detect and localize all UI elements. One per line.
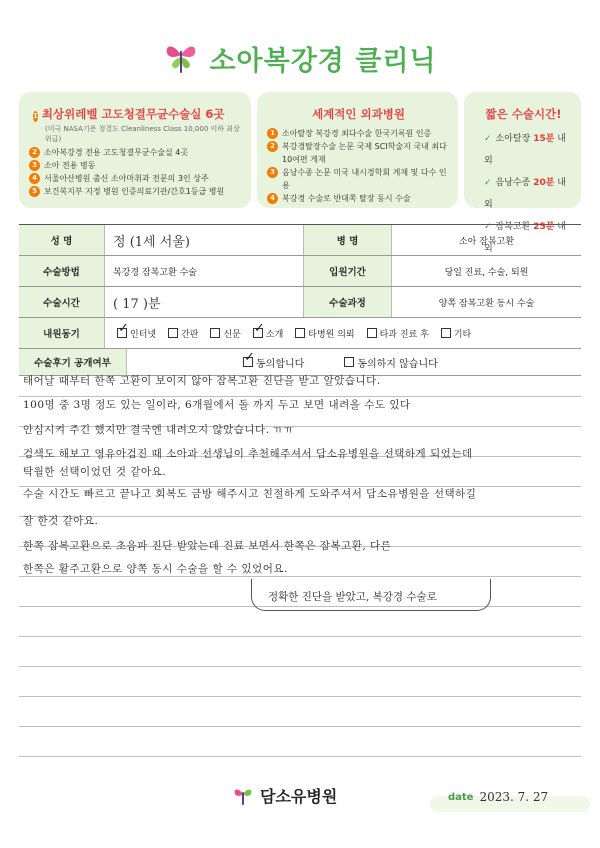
dragonfly-logo-icon <box>163 41 199 75</box>
list-item: 3 소아 전용 병동 <box>29 159 243 172</box>
review-form <box>19 224 581 376</box>
form-row <box>19 225 581 256</box>
review-line: 탁월한 선택이었던 것 같아요. <box>23 466 167 478</box>
list-item: 5 보건복지부 지정 병원 인증의료기관/간호1등급 병원 <box>29 185 243 198</box>
list-item: 1 소아탈장 복강경 최다수술 한국기록원 인증 <box>267 127 450 140</box>
motive-option[interactable]: ✓ 인터넷 <box>117 327 156 340</box>
hospital-name: 담소유병원 <box>260 787 338 806</box>
checkbox[interactable] <box>441 328 451 338</box>
check-icon: ✓ <box>484 134 492 144</box>
list-item: 4 서울아산병원 출신 소아마취과 전문의 3인 상주 <box>29 172 243 185</box>
consent-label: 수술후기 공개여부 <box>19 349 127 375</box>
review-line: 한쪽은 활주고환으로 양쪽 동시 수술을 할 수 있었어요. <box>23 563 288 575</box>
review-line: 잘 한것 같아요. <box>23 515 99 527</box>
motive-option[interactable]: ✓ 소개 <box>253 327 283 340</box>
surgery-box <box>257 92 458 208</box>
form-row <box>19 256 581 287</box>
check-icon: ✓ <box>484 178 492 188</box>
checkbox[interactable] <box>117 328 127 338</box>
check-icon: ✓ <box>484 222 492 232</box>
number-badge-icon: 4 <box>267 193 278 204</box>
ruled-line <box>19 726 581 727</box>
stay-field[interactable]: 당일 진료, 수술, 퇴원 <box>444 267 529 278</box>
ruled-line <box>19 666 581 667</box>
ruled-line <box>19 696 581 697</box>
method-field[interactable]: 복강경 잠복고환 수술 <box>105 256 304 286</box>
number-badge-icon: 4 <box>29 173 40 184</box>
facility-box <box>19 92 251 208</box>
surgery-heading: 세계적인 외과병원 <box>312 107 405 121</box>
name-label: 성 명 <box>19 225 105 255</box>
checkbox[interactable] <box>295 328 305 338</box>
hospital-logo <box>232 784 337 807</box>
hospital-logo-icon <box>232 785 254 807</box>
list-item: 2 복강경탈장수술 논문 국제 SCI학술지 국내 최다 10여편 게재 <box>267 140 450 166</box>
review-line: 태어날 때부터 한쪽 고환이 보이지 않아 잠복고환 진단을 받고 알았습니다. <box>23 375 381 387</box>
facility-heading: 1 최상위레벨 고도청결무균수술실 6곳 <box>33 107 225 121</box>
checkbox[interactable] <box>243 357 253 367</box>
form-row <box>19 318 581 349</box>
number-badge-icon: 5 <box>29 186 40 197</box>
consent-yes-option[interactable]: ✓ 동의합니다 <box>243 355 304 370</box>
time-field[interactable]: ( 17 )분 <box>105 287 304 317</box>
consent-no-option[interactable]: 동의하지 않습니다 <box>344 355 437 370</box>
number-badge-icon: 1 <box>33 112 38 120</box>
ruled-line <box>19 516 581 517</box>
review-line: 검색도 해보고 영유아검진 때 소아과 선생님이 추천해주셔서 담소유병원을 선택하게 되었는데 <box>23 448 473 460</box>
facility-subtext: (미국 NASA기준 청결도 Cleanliness Class 10,000 이하 최상위급) <box>45 125 240 143</box>
time-heading: 짧은 수술시간! <box>485 107 562 121</box>
review-line: 한쪽 잠복고환으로 초음파 진단 받았는데 진료 보면서 한쪽은 잠복고환, 다른 <box>23 540 392 552</box>
number-badge-icon: 2 <box>267 141 278 152</box>
name-field[interactable]: 정 (1세 서울) <box>105 225 304 255</box>
motive-option[interactable]: 신문 <box>210 327 240 340</box>
motive-option[interactable]: 기타 <box>441 327 471 340</box>
checkbox[interactable] <box>344 357 354 367</box>
review-line: 안심시켜 주긴 했지만 결국엔 내려오지 않았습니다. ㅠㅠ <box>23 424 295 436</box>
checkbox[interactable] <box>168 328 178 338</box>
list-item: 3 음낭수종 논문 미국 내시경학회 게재 및 다수 인용 <box>267 166 450 192</box>
number-badge-icon: 2 <box>29 147 40 158</box>
stay-label: 입원기간 <box>304 256 392 286</box>
list-item: ✓ 잠복고환 25분 내외 <box>484 222 566 254</box>
review-line: 수술 시간도 빠르고 끝나고 회복도 금방 해주시고 친절하게 도와주셔서 담소유병원을 선택하길 <box>23 488 477 500</box>
checkbox[interactable] <box>253 328 263 338</box>
process-field[interactable]: 양쪽 잠복고환 동시 수술 <box>438 298 535 309</box>
list-item: ✓ 음낭수종 20분 내외 <box>484 178 566 210</box>
ruled-line <box>19 636 581 637</box>
method-label: 수술방법 <box>19 256 105 286</box>
date-label: date <box>448 791 474 803</box>
motive-label: 내원동기 <box>19 318 105 348</box>
process-label: 수술과정 <box>304 287 392 317</box>
diagnosis-field[interactable]: 소아 잠복고환 <box>458 236 515 247</box>
motive-option[interactable]: 타병원 의뢰 <box>295 327 354 340</box>
footer <box>0 784 600 814</box>
clinic-header <box>0 38 600 78</box>
motive-option[interactable]: 간판 <box>168 327 198 340</box>
review-line: 100명 중 3명 정도 있는 일이라, 6개월에서 돌 까지 두고 보면 내려올 수도 있다 <box>23 399 411 411</box>
diagnosis-label: 병 명 <box>304 225 392 255</box>
date-value[interactable]: 2023. 7. 27 <box>479 790 549 804</box>
checkbox[interactable] <box>210 328 220 338</box>
list-item: 2 소아복강경 전용 고도청결무균수술실 4곳 <box>29 146 243 159</box>
number-badge-icon: 3 <box>29 160 40 171</box>
time-label: 수술시간 <box>19 287 105 317</box>
list-item: 4 복강경 수술로 반대쪽 탈장 동시 수술 <box>267 192 450 205</box>
number-badge-icon: 3 <box>267 167 278 178</box>
number-badge-icon: 1 <box>267 128 278 139</box>
review-text-area[interactable] <box>19 368 581 766</box>
motive-options <box>105 318 581 348</box>
ruled-line <box>19 576 581 577</box>
checkbox[interactable] <box>367 328 377 338</box>
inserted-note: 정확한 진단을 받았고, 복강경 수술로 <box>251 579 491 611</box>
page-title: 소아복강경 클리닉 <box>209 45 437 77</box>
date-field <box>448 790 548 804</box>
motive-option[interactable]: 타과 진료 후 <box>367 327 429 340</box>
form-row <box>19 287 581 318</box>
list-item: ✓ 소아탈장 15분 내외 <box>484 134 566 166</box>
ruled-line <box>19 756 581 757</box>
